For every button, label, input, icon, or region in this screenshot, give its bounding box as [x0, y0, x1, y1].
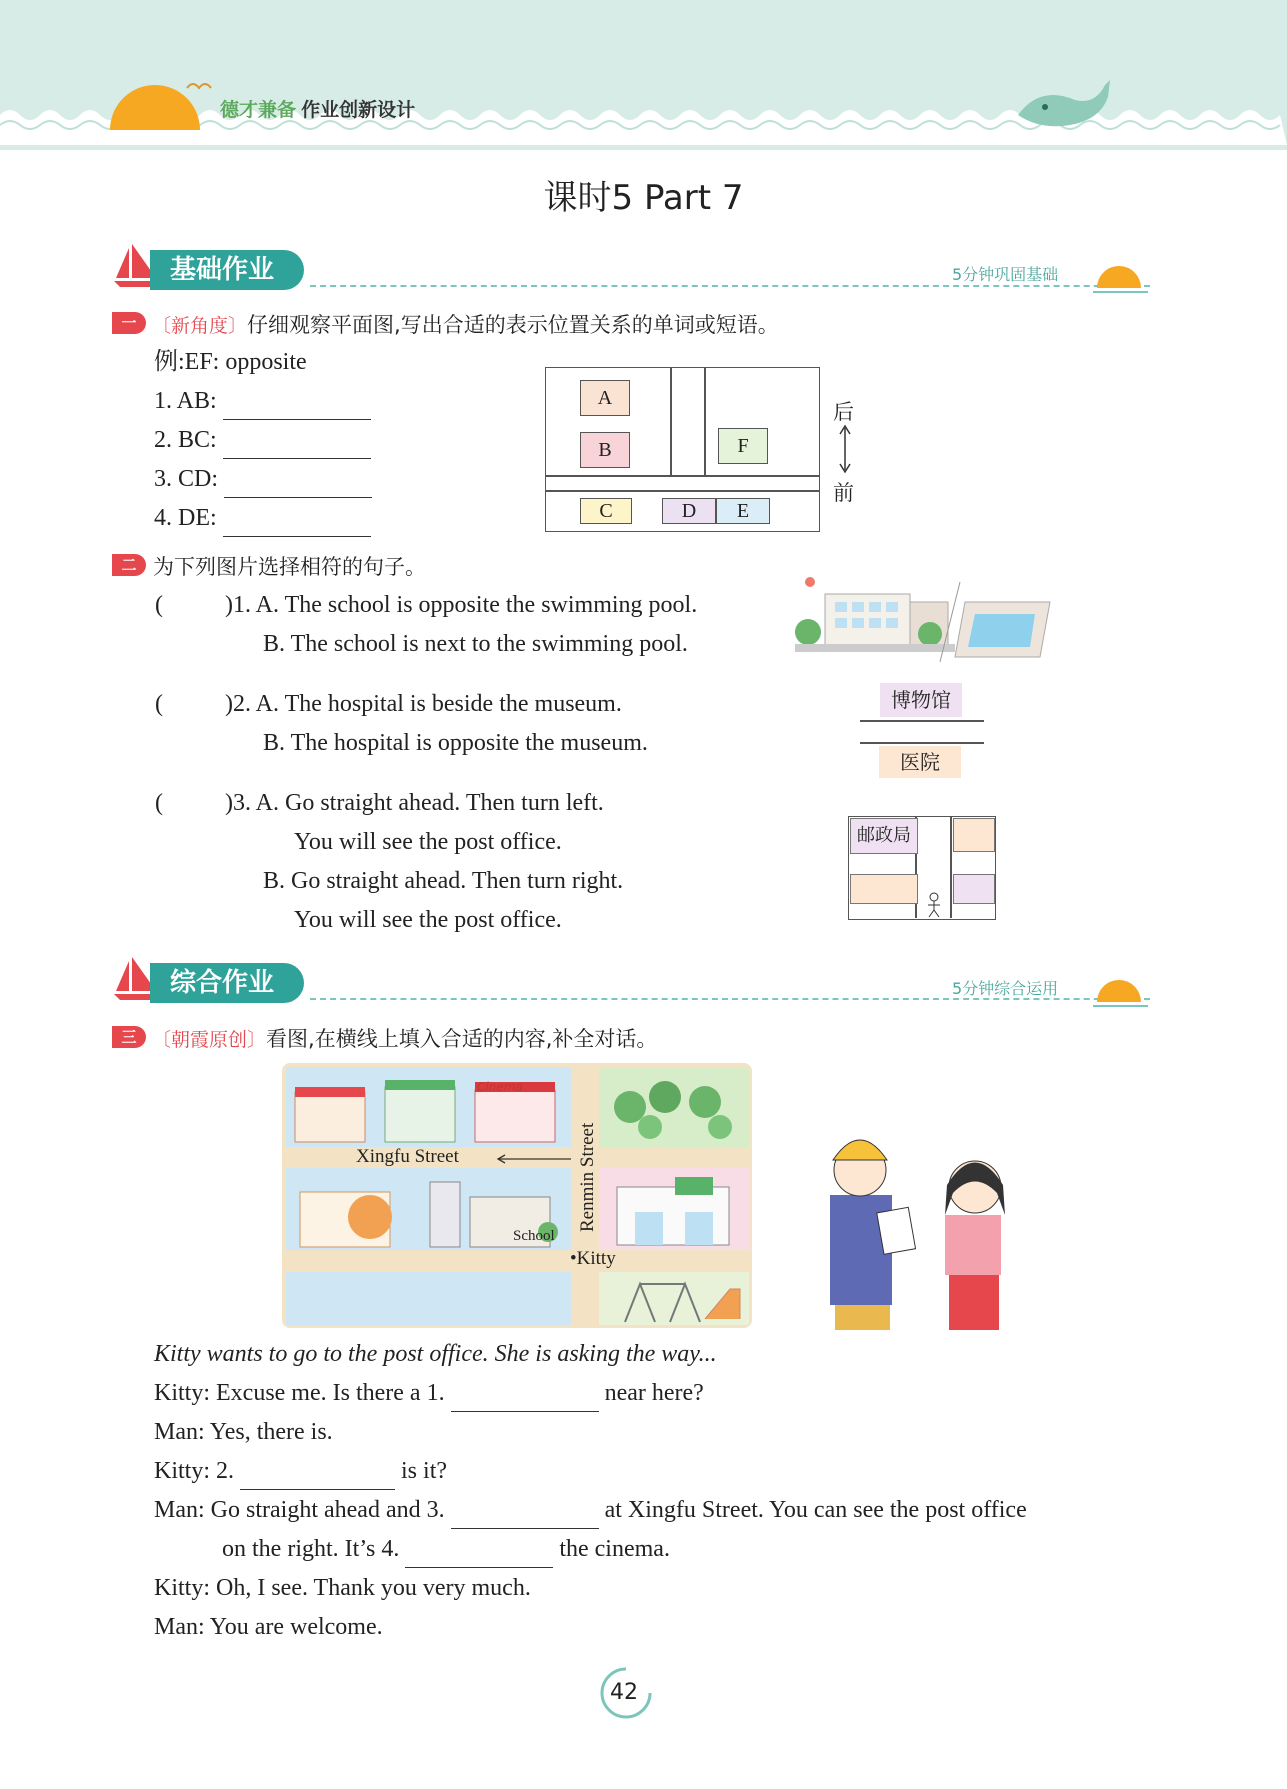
answer-blank-1[interactable] [451, 1381, 599, 1412]
q1-item-1 [154, 382, 371, 420]
hospital-label: 医院 [879, 746, 961, 778]
q1-item-4 [154, 499, 371, 537]
xingfu-street-label: Xingfu Street [356, 1146, 459, 1167]
section-basic-time: 5分钟巩固基础 [952, 265, 1059, 284]
answer-blank-2[interactable] [240, 1459, 395, 1490]
whale-icon [1010, 75, 1115, 133]
building-block [850, 874, 918, 904]
arrow-left-icon [495, 1153, 573, 1165]
building-block [953, 818, 995, 852]
q1-item-label: 4. DE: [154, 505, 217, 531]
plan-cell-e: E [716, 498, 770, 524]
answer-blank[interactable] [223, 428, 371, 459]
cinema-sign: Cinema [477, 1080, 523, 1094]
dialog-text: is it? [401, 1458, 448, 1484]
question-3-header [152, 1023, 657, 1053]
dialog-line-5 [222, 1530, 670, 1568]
brand-dark: 作业创新设计 [301, 99, 416, 121]
answer-blank-4[interactable] [405, 1537, 553, 1568]
dialog-text: Kitty: Excuse me. Is there a 1. [154, 1380, 445, 1406]
section-comprehensive-label: 综合作业 [150, 963, 304, 1003]
dialog-text: Kitty: 2. [154, 1458, 235, 1484]
trees-picture [605, 1072, 745, 1144]
question-2-number: 二 [112, 554, 146, 576]
plan-cell-a: A [580, 380, 630, 416]
building-block [953, 874, 995, 904]
q1-item-3 [154, 460, 372, 498]
dialog-line-2: Man: Yes, there is. [154, 1419, 333, 1445]
q1-item-label: 2. BC: [154, 427, 217, 453]
plan-cell-c: C [580, 498, 632, 524]
dialog-line-1 [154, 1374, 704, 1412]
q2-1-option-b: B. The school is next to the swimming pool. [263, 631, 688, 657]
paren-close: ) [225, 592, 233, 618]
section-comprehensive-time: 5分钟综合运用 [952, 979, 1059, 998]
question-1-instruction: 仔细观察平面图,写出合适的表示位置关系的单词或短语。 [247, 313, 779, 337]
bird-icon [185, 78, 215, 96]
plan-wall [704, 367, 706, 475]
plan-wall [545, 475, 820, 477]
school-label: School [513, 1228, 555, 1244]
answer-blank[interactable] [223, 389, 371, 420]
plan-cell-f: F [718, 428, 768, 464]
q2-3-option-a-cont: You will see the post office. [294, 829, 562, 855]
question-1-number: 一 [112, 312, 146, 334]
answer-blank[interactable] [223, 506, 371, 537]
person-icon [925, 892, 943, 918]
dialog-text: at Xingfu Street. You can see the post office [604, 1497, 1027, 1523]
q2-paren-2[interactable] [155, 685, 622, 723]
q1-item-label: 1. AB: [154, 388, 217, 414]
paren-close: ) [225, 691, 233, 717]
dialog-line-3 [154, 1452, 447, 1490]
paren-close: ) [225, 790, 233, 816]
brand-title [220, 95, 415, 122]
brand-colored: 德才兼备 [220, 99, 297, 121]
renmin-street-label: Renmin Street [577, 1122, 598, 1232]
section-divider [310, 285, 1150, 287]
arrow-updown-icon [838, 424, 852, 474]
dialog-text: Man: Go straight ahead and 3. [154, 1497, 445, 1523]
question-1-header [152, 309, 779, 339]
kitty-marker: •Kitty [570, 1248, 616, 1269]
question-3-instruction: 看图,在横线上填入合适的内容,补全对话。 [266, 1027, 658, 1051]
characters-picture [815, 1115, 1025, 1330]
q2-3-option-b: B. Go straight ahead. Then turn right. [263, 868, 624, 894]
museum-label: 博物馆 [880, 683, 962, 717]
dialog-line-7: Man: You are welcome. [154, 1614, 383, 1640]
question-2-instruction: 为下列图片选择相符的句子。 [153, 555, 426, 579]
street-line [860, 720, 984, 722]
question-3-number: 三 [112, 1026, 146, 1048]
dialog-intro: Kitty wants to go to the post office. She is asking the way... [154, 1341, 717, 1367]
page-number: 42 [610, 1680, 638, 1705]
dialog-text: the cinema. [559, 1536, 670, 1562]
q1-item-label: 3. CD: [154, 466, 219, 492]
q2-2-option-b: B. The hospital is opposite the museum. [263, 730, 648, 756]
answer-blank-3[interactable] [451, 1498, 599, 1529]
direction-front: 前 [833, 481, 854, 505]
q2-3-option-b-cont: You will see the post office. [294, 907, 562, 933]
street-line [860, 742, 984, 744]
plan-cell-d: D [662, 498, 716, 524]
q2-1-option-a: 1. A. The school is opposite the swimming pool. [233, 592, 698, 618]
paren-open: ( [155, 691, 163, 717]
playground-picture [605, 1274, 745, 1324]
plan-wall [545, 490, 820, 492]
plan-wall [670, 367, 672, 475]
paren-open: ( [155, 592, 163, 618]
q1-item-2 [154, 421, 371, 459]
q1-example: 例:EF: opposite [154, 349, 307, 375]
buildings-top-picture [290, 1072, 570, 1144]
q2-3-option-a: 3. A. Go straight ahead. Then turn left. [233, 790, 604, 816]
question-1-tag: 〔新角度〕 [152, 315, 248, 337]
question-3-tag: 〔朝霞原创〕 [152, 1029, 267, 1051]
post-office-label: 邮政局 [850, 818, 918, 854]
section-basic-label: 基础作业 [150, 250, 304, 290]
dialog-text: near here? [604, 1380, 704, 1406]
school-pool-picture [790, 572, 1055, 664]
road-line [950, 816, 952, 918]
dialog-line-4 [154, 1491, 1027, 1529]
map-block-bottom-left [286, 1272, 571, 1325]
post-office-picture [605, 1172, 745, 1248]
answer-blank[interactable] [224, 467, 372, 498]
dialog-text: on the right. It’s 4. [222, 1536, 400, 1562]
q2-2-option-a: 2. A. The hospital is beside the museum. [233, 691, 622, 717]
sun-small-icon [1093, 968, 1148, 1008]
paren-open: ( [155, 790, 163, 816]
dialog-line-6: Kitty: Oh, I see. Thank you very much. [154, 1575, 531, 1601]
q2-paren-1[interactable] [155, 586, 697, 624]
q2-paren-3[interactable] [155, 784, 604, 822]
page-title: 课时5 Part 7 [543, 178, 744, 218]
plan-cell-b: B [580, 432, 630, 468]
direction-back: 后 [833, 400, 854, 424]
sun-small-icon [1093, 254, 1148, 294]
